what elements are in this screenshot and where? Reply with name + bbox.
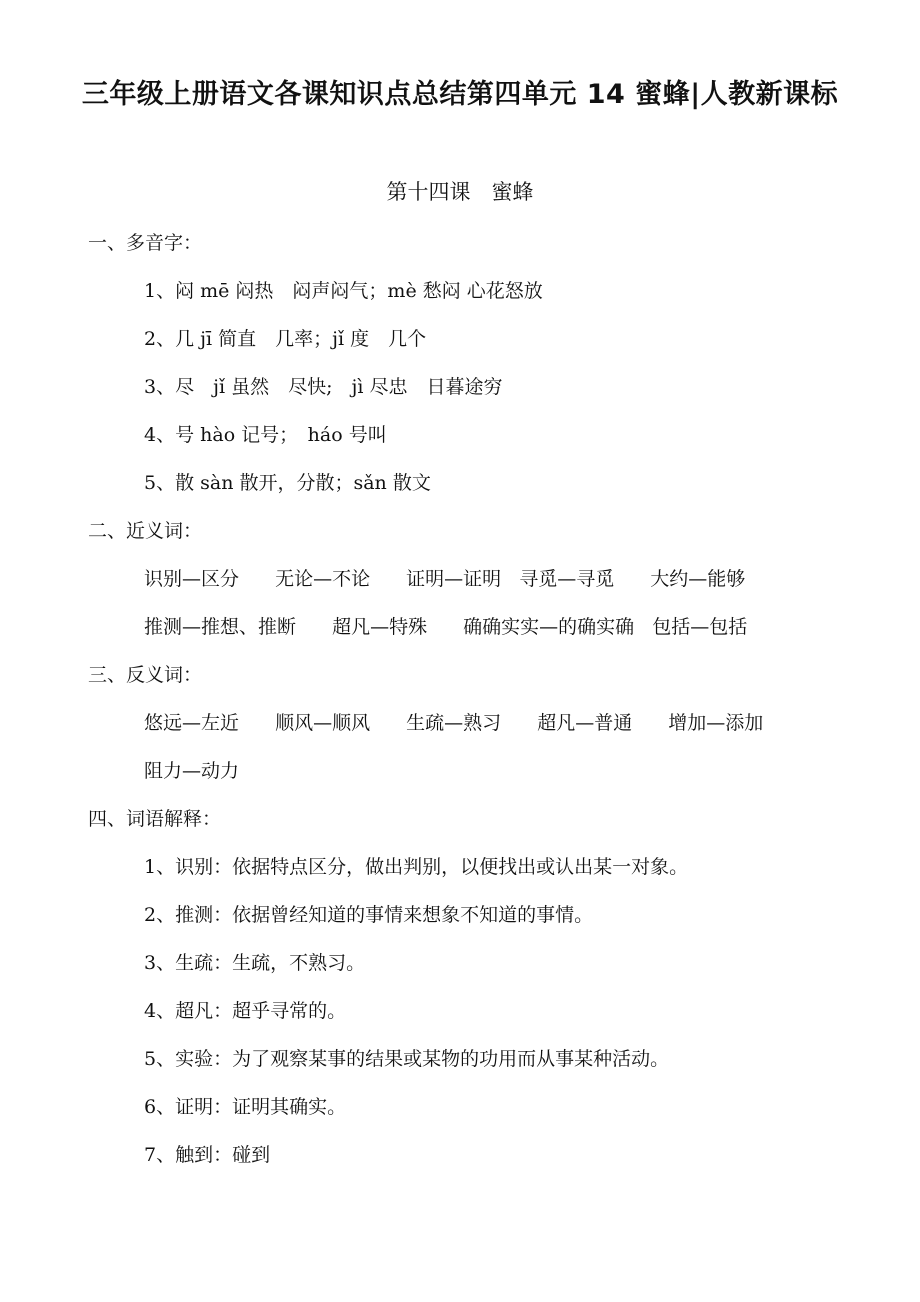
explanation-item: 2、推测：依据曾经知道的事情来想象不知道的事情。 [144,904,594,926]
antonym-pair: 顺风—顺风 [275,712,371,734]
antonym-pair: 生疏—熟习 [406,712,502,734]
explanation-item: 6、证明：证明其确实。 [144,1096,347,1118]
antonym-pair: 超凡—普通 [537,712,633,734]
synonym-pair: 确确实实—的确实确 [463,616,635,638]
polyphone-item: 2、几 jī 简直 几率；jǐ 度 几个 [144,328,427,350]
section-heading-antonyms: 三、反义词： [88,664,203,686]
polyphone-item: 3、尽 jǐ 虽然 尽快; jì 尽忠 日暮途穷 [144,376,503,398]
synonym-pair: 无论—不论 [275,568,371,590]
polyphone-item: 1、闷 mē 闷热 闷声闷气；mè 愁闷 心花怒放 [144,280,543,302]
synonym-row [144,612,777,642]
synonym-pair: 推测—推想、推断 [144,616,297,638]
explanation-item: 1、识别：依据特点区分，做出判别，以便找出或认出某一对象。 [144,856,689,878]
synonym-pair: 证明—证明 [406,568,502,590]
section-heading-synonyms: 二、近义词： [88,520,203,542]
synonym-pair: 超凡—特殊 [332,616,428,638]
polyphone-item: 5、散 sàn 散开，分散；sǎn 散文 [144,472,431,494]
synonym-pair: 寻觅—寻觅 [519,568,615,590]
synonym-pair: 识别—区分 [144,568,240,590]
antonym-row [144,756,269,786]
explanation-item: 5、实验：为了观察某事的结果或某物的功用而从事某种活动。 [144,1048,670,1070]
polyphone-item: 4、号 hào 记号； háo 号叫 [144,424,387,446]
section-heading-explanations: 四、词语解释： [88,808,222,830]
document-title: 三年级上册语文各课知识点总结第四单元 14 蜜蜂|人教新课标 [81,79,839,110]
explanation-item: 3、生疏：生疏，不熟习。 [144,952,366,974]
explanation-item: 7、触到：碰到 [144,1144,271,1166]
antonym-pair: 增加—添加 [668,712,764,734]
synonym-row [144,564,775,594]
synonym-pair: 大约—能够 [650,568,746,590]
antonym-pair: 悠远—左近 [144,712,240,734]
lesson-subtitle: 第十四课 蜜蜂 [386,180,534,204]
synonym-pair: 包括—包括 [652,616,748,638]
section-heading-polyphones: 一、多音字： [88,232,203,254]
antonym-pair: 阻力—动力 [144,760,240,782]
antonym-row [144,708,793,738]
explanation-item: 4、超凡：超乎寻常的。 [144,1000,347,1022]
